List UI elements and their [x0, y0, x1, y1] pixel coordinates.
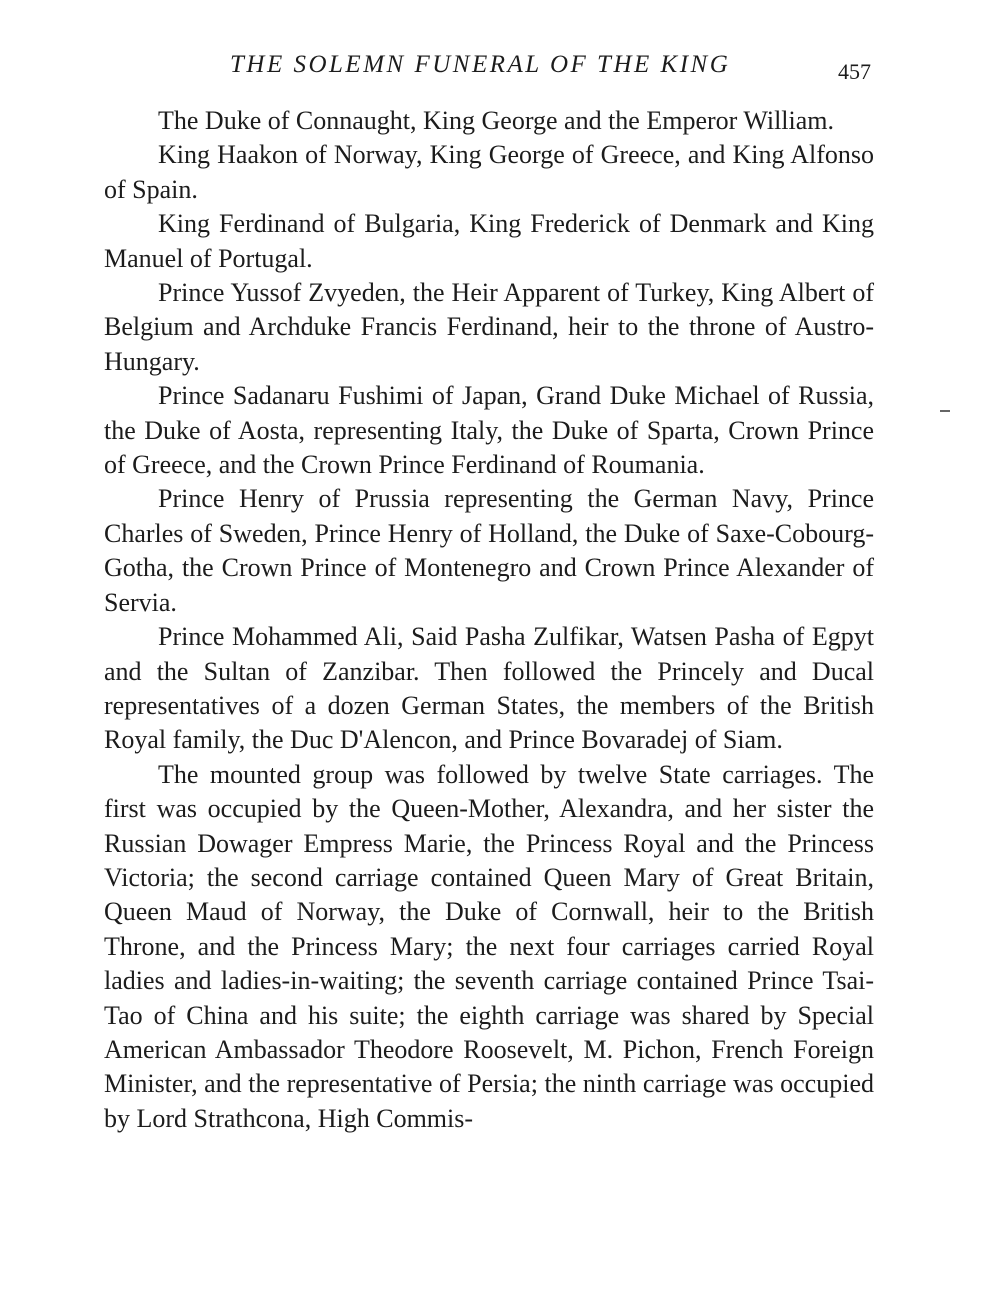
paragraph: The mounted group was followed by twelve State carriages. The first was occupied by the Queen-Mother, Alexandra, and her sister the Russian Dowager Empress Marie, the Princess Royal and the Princess Victoria; the second carriage contained Queen Mary of Great Britain, Queen Maud of Norway, the Duke of Cornwall, heir to the British Throne, and the Princess Mary; the next four carriages carried Royal ladies and ladies-in-waiting; the seventh carriage contained Prince Tsai-Tao of China and his suite; the eighth carriage was shared by Special American Ambassador Theodore Roosevelt, M. Pichon, French Foreign Minister, and the representative of Persia; the ninth carriage was occupied by Lord Strathcona, High Commis- — [104, 759, 874, 1133]
paragraph: Prince Yussof Zvyeden, the Heir Apparent of Turkey, King Albert of Belgium and Archduke Francis Ferdinand, heir to the throne of Austro-Hungary. — [104, 278, 874, 376]
page-number: 457 — [838, 59, 871, 84]
paragraph: Prince Sadanaru Fushimi of Japan, Grand Duke Michael of Russia, the Duke of Aosta, representing Italy, the Duke of Sparta, Crown Prince of Greece, and the Crown Prince Ferdinand of Roumania. — [104, 381, 874, 480]
paragraph: Prince Henry of Prussia representing the German Navy, Prince Charles of Sweden, Prince Henry of Holland, the Duke of Saxe-Cobourg-Gotha, the Crown Prince of Montenegro and Crown Prince Alexander of Servia. — [104, 484, 874, 617]
scan-mark — [940, 410, 950, 412]
body-text — [104, 104, 874, 1136]
paragraph: Prince Mohammed Ali, Said Pasha Zulfikar, Watsen Pasha of Egpyt and the Sultan of Zanzibar. Then followed the Princely and Ducal representatives of a dozen German States, the members of the British Royal family, the Duc D'Alencon, and Prince Bovaradej of Siam. — [104, 622, 874, 755]
paragraph: The Duke of Connaught, King George and the Emperor William. — [158, 106, 834, 135]
running-title: THE SOLEMN FUNERAL OF THE KING — [230, 51, 731, 78]
paragraph: King Haakon of Norway, King George of Greece, and King Alfonso of Spain. — [104, 140, 874, 204]
paragraph: King Ferdinand of Bulgaria, King Frederick of Denmark and King Manuel of Portugal. — [104, 209, 874, 273]
